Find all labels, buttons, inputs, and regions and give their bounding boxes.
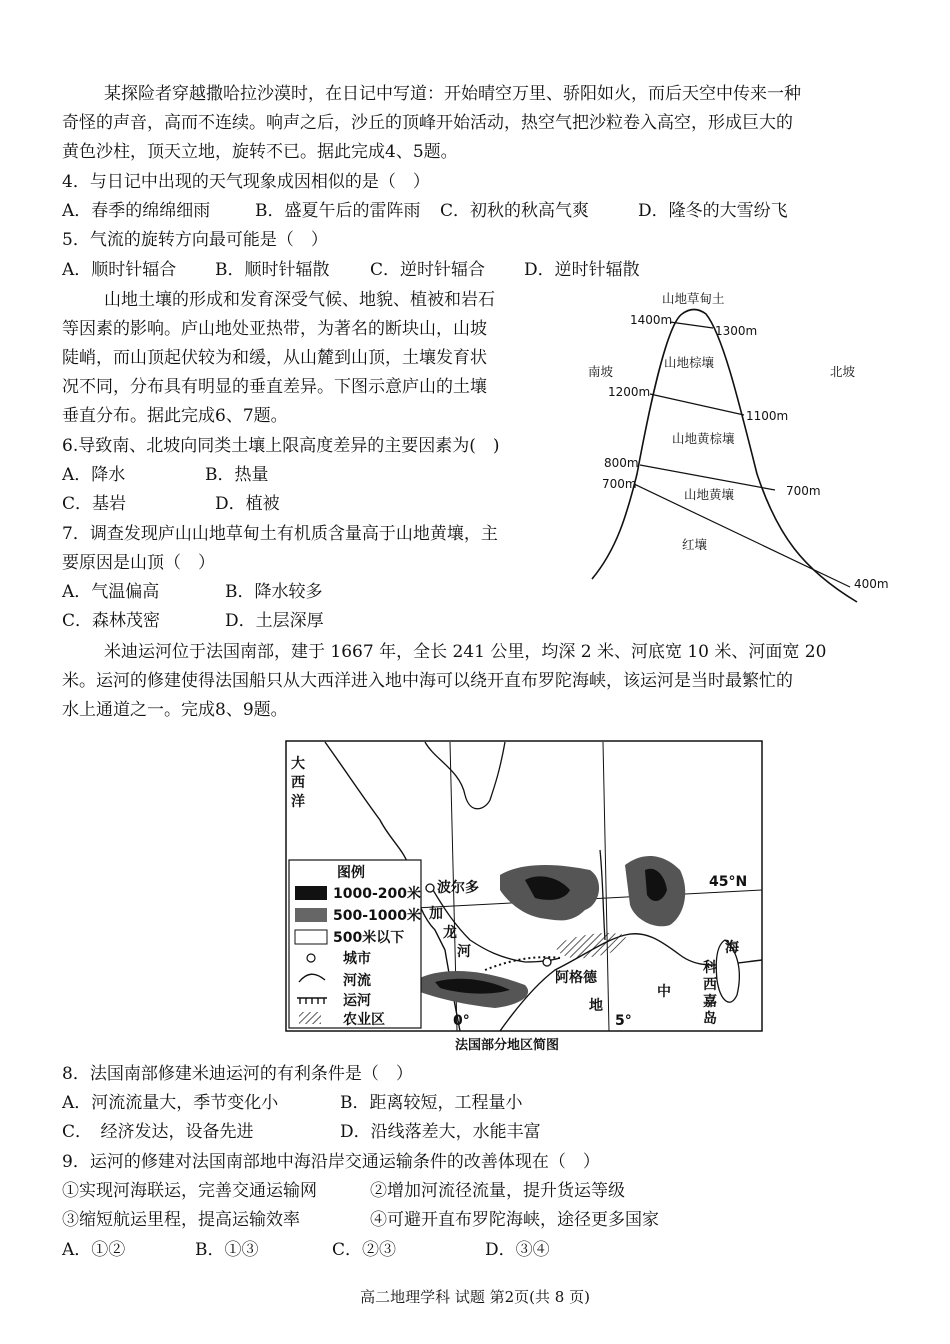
passage-3-line-3: 水上通道之一。完成8、9题。 xyxy=(62,700,288,720)
q4-option-b: B．盛夏午后的雷阵雨 xyxy=(255,201,421,221)
bordeaux-label: 波尔多 xyxy=(437,880,479,896)
north-elev-700: 700m xyxy=(786,484,821,498)
question-6-stem: 6.导致南、北坡向同类土壤上限高度差异的主要因素为( ) xyxy=(62,436,500,456)
q8-option-b: B．距离较短，工程量小 xyxy=(340,1093,523,1113)
passage-2-line-5: 垂直分布。据此完成6、7题。 xyxy=(62,406,288,426)
passage-3-line-2: 米。运河的修建使得法国船只从大西洋进入地中海可以绕开直布罗陀海峡，该运河是当时最繁忙的 xyxy=(62,671,793,691)
med-label-2: 中 xyxy=(657,984,671,1000)
question-7-stem-1: 7．调查发现庐山山地草甸土有机质含量高于山地黄壤，主 xyxy=(62,524,498,544)
zone-yellow-brown-label: 山地黄棕壤 xyxy=(672,431,735,446)
q6-option-a: A．降水 xyxy=(62,465,126,485)
soil-vertical-distribution-diagram xyxy=(572,284,902,614)
zone-red-label: 红壤 xyxy=(682,537,708,552)
legend-agriculture-icon xyxy=(299,1012,321,1024)
q8-option-a: A．河流流量大，季节变化小 xyxy=(62,1093,279,1113)
atlantic-label-3: 洋 xyxy=(291,794,305,810)
latitude-label: 45°N xyxy=(709,874,748,890)
france-map xyxy=(285,740,765,1058)
med-label-3: 海 xyxy=(725,940,739,956)
passage-2-line-4: 况不同，分布具有明显的垂直差异。下图示意庐山的土壤 xyxy=(62,377,487,397)
passage-1-line-2: 奇怪的声音，高而不连续。响声之后，沙丘的顶峰开始活动，热空气把沙粒卷入高空，形成巨大的 xyxy=(62,113,793,133)
zone-yellow-label: 山地黄壤 xyxy=(684,487,735,502)
q9-option-c: C．②③ xyxy=(332,1240,397,1260)
atlantic-label-1: 大 xyxy=(291,756,305,772)
question-8-stem: 8．法国南部修建米迪运河的有利条件是（ ） xyxy=(62,1064,413,1084)
north-elev-1100: 1100m xyxy=(746,409,789,423)
legend-item-city: 城市 xyxy=(343,951,371,967)
legend-swatch-high xyxy=(295,886,327,900)
passage-2-line-2: 等因素的影响。庐山地处亚热带，为著名的断块山，山坡 xyxy=(62,319,487,339)
south-elev-1200: 1200m xyxy=(608,385,651,399)
q8-option-d: D．沿线落差大，水能丰富 xyxy=(340,1122,541,1142)
passage-1-line-3: 黄色沙柱，顶天立地，旋转不已。据此完成4、5题。 xyxy=(62,142,458,162)
legend-swatch-mid xyxy=(295,908,327,922)
q4-option-d: D．隆冬的大雪纷飞 xyxy=(638,201,788,221)
legend-item-agriculture: 农业区 xyxy=(343,1012,385,1028)
longitude-0-label: 0° xyxy=(453,1013,470,1029)
q9-option-b: B．①③ xyxy=(195,1240,259,1260)
garonne-label-3: 河 xyxy=(457,944,471,960)
page-footer: 高二地理学科 试题 第2页(共 8 页) xyxy=(360,1288,590,1306)
garonne-label-2: 龙 xyxy=(443,925,457,941)
south-elev-700: 700m xyxy=(602,477,637,491)
legend-city-icon xyxy=(307,954,315,962)
legend-title: 图例 xyxy=(337,865,365,881)
q5-option-a: A．顺时针辐合 xyxy=(62,260,177,280)
corsica-label-1: 科 xyxy=(703,960,717,976)
passage-2-line-3: 陡峭，而山顶起伏较为和缓，从山麓到山顶，土壤发育状 xyxy=(62,348,487,368)
atlantic-label-2: 西 xyxy=(291,775,305,791)
map-caption: 法国部分地区简图 xyxy=(455,1038,560,1053)
q9-statement-4: ④可避开直布罗陀海峡，途径更多国家 xyxy=(370,1210,659,1230)
legend-item-river: 河流 xyxy=(343,973,371,989)
corsica-label-4: 岛 xyxy=(703,1011,717,1027)
q5-option-c: C．逆时针辐合 xyxy=(370,260,486,280)
zone-meadow-label: 山地草甸土 xyxy=(662,291,725,306)
q9-statement-2: ②增加河流径流量，提升货运等级 xyxy=(370,1181,625,1201)
legend-item-canal: 运河 xyxy=(343,993,371,1009)
question-4-stem: 4．与日记中出现的天气现象成因相似的是（ ） xyxy=(62,172,430,192)
q7-option-b: B．降水较多 xyxy=(225,582,323,602)
passage-2-line-1: 山地土壤的形成和发育深受气候、地貌、植被和岩石 xyxy=(104,290,495,310)
garonne-label-1: 加 xyxy=(429,906,443,922)
passage-3-line-1: 米迪运河位于法国南部，建于 1667 年，全长 241 公里，均深 2 米、河底宽 10 米、河面宽 20 xyxy=(104,642,827,662)
q9-statement-3: ③缩短航运里程，提高运输效率 xyxy=(62,1210,300,1230)
north-slope-label: 北坡 xyxy=(830,364,856,379)
corsica-label-2: 西 xyxy=(703,977,717,993)
question-5-stem: 5．气流的旋转方向最可能是（ ） xyxy=(62,230,328,250)
north-elev-1300: 1300m xyxy=(715,324,758,338)
med-label-1: 地 xyxy=(589,998,603,1014)
q8-option-c: C． 经济发达，设备先进 xyxy=(62,1122,254,1142)
south-elev-1400: 1400m xyxy=(630,313,673,327)
q5-option-d: D．逆时针辐散 xyxy=(524,260,640,280)
north-elev-400: 400m xyxy=(854,577,889,591)
agde-city-marker xyxy=(543,958,551,966)
q7-option-c: C．森林茂密 xyxy=(62,611,161,631)
longitude-5-label: 5° xyxy=(615,1013,632,1029)
q7-option-d: D．土层深厚 xyxy=(225,611,324,631)
south-slope-label: 南坡 xyxy=(588,364,614,379)
south-elev-800: 800m xyxy=(604,456,639,470)
q9-option-a: A．①② xyxy=(62,1240,126,1260)
legend-item-mid: 500-1000米 xyxy=(333,908,421,924)
q4-option-c: C．初秋的秋高气爽 xyxy=(440,201,590,221)
question-9-stem: 9．运河的修建对法国南部地中海沿岸交通运输条件的改善体现在（ ） xyxy=(62,1152,600,1172)
q6-option-c: C．基岩 xyxy=(62,494,127,514)
agde-label: 阿格德 xyxy=(555,970,597,986)
bordeaux-city-marker xyxy=(426,884,434,892)
legend-swatch-low xyxy=(295,930,327,944)
legend-item-high: 1000-200米 xyxy=(333,886,421,902)
q5-option-b: B．顺时针辐散 xyxy=(215,260,330,280)
q6-option-b: B．热量 xyxy=(205,465,269,485)
zone-brown-label: 山地棕壤 xyxy=(664,355,715,370)
passage-1-line-1: 某探险者穿越撒哈拉沙漠时，在日记中写道：开始晴空万里、骄阳如火，而后天空中传来一种 xyxy=(104,84,801,104)
q9-option-d: D．③④ xyxy=(485,1240,550,1260)
q6-option-d: D．植被 xyxy=(215,494,280,514)
legend-item-low: 500米以下 xyxy=(333,930,405,946)
question-7-stem-2: 要原因是山顶（ ） xyxy=(62,553,215,573)
corsica-label-3: 嘉 xyxy=(703,994,717,1010)
q7-option-a: A．气温偏高 xyxy=(62,582,160,602)
q4-option-a: A．春季的绵绵细雨 xyxy=(62,201,211,221)
q9-statement-1: ①实现河海联运，完善交通运输网 xyxy=(62,1181,317,1201)
